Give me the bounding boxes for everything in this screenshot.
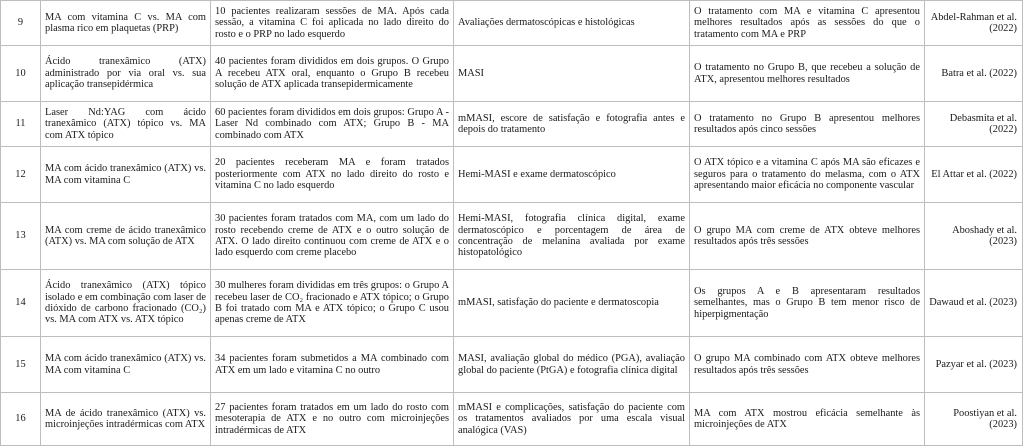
study-design-cell: 20 pacientes receberam MA e foram tratados posteriormente com ATX no lado direito do rosto e vitamina C no lado esquerdo — [211, 147, 454, 203]
study-design-cell: 34 pacientes foram submetidos a MA combinado com ATX em um lado e vitamina C no outro — [211, 337, 454, 393]
study-design-cell: 27 pacientes foram tratados em um lado do rosto com mesoterapia de ATX e no outro com microinjeções intradérmicas de ATX — [211, 393, 454, 446]
comparison-cell: MA com vitamina C vs. MA com plasma rico em plaquetas (PRP) — [41, 1, 211, 46]
reference-cell: Dawaud et al. (2023) — [925, 270, 1023, 337]
evaluation-method-cell: mMASI, escore de satisfação e fotografia antes e depois do tratamento — [454, 102, 690, 147]
table-row — [1, 270, 1023, 337]
row-number: 11 — [1, 102, 41, 147]
result-cell: O grupo MA combinado com ATX obteve melhores resultados após três sessões — [690, 337, 925, 393]
result-cell: O ATX tópico e a vitamina C após MA são eficazes e seguros para o tratamento do melasma, com o ATX apresentando maior eficácia no componente vascular — [690, 147, 925, 203]
row-number: 9 — [1, 1, 41, 46]
table-row — [1, 337, 1023, 393]
comparison-cell: Ácido tranexâmico (ATX) administrado por via oral vs. sua aplicação transepidérmica — [41, 46, 211, 102]
row-number: 14 — [1, 270, 41, 337]
table-row — [1, 1, 1023, 46]
result-cell: Os grupos A e B apresentaram resultados semelhantes, mas o Grupo B tem menor risco de hiperpigmentação — [690, 270, 925, 337]
study-design-cell: 40 pacientes foram divididos em dois grupos. O Grupo A recebeu ATX oral, enquanto o Grupo B recebeu solução de ATX aplicada transepidermicamente — [211, 46, 454, 102]
evaluation-method-cell: mMASI, satisfação do paciente e dermatoscopia — [454, 270, 690, 337]
studies-table-body — [1, 1, 1023, 446]
reference-cell: Poostiyan et al. (2023) — [925, 393, 1023, 446]
row-number: 16 — [1, 393, 41, 446]
reference-cell: El Attar et al. (2022) — [925, 147, 1023, 203]
result-cell: O grupo MA com creme de ATX obteve melhores resultados após três sessões — [690, 203, 925, 270]
evaluation-method-cell: mMASI e complicações, satisfação do paciente com os tratamentos avaliados por uma escala visual analógica (VAS) — [454, 393, 690, 446]
row-number: 15 — [1, 337, 41, 393]
row-number: 12 — [1, 147, 41, 203]
evaluation-method-cell: MASI, avaliação global do médico (PGA), avaliação global do paciente (PtGA) e fotografia clínica digital — [454, 337, 690, 393]
comparison-cell: MA com ácido tranexâmico (ATX) vs. MA com vitamina C — [41, 337, 211, 393]
table-row — [1, 102, 1023, 147]
study-design-cell: 60 pacientes foram divididos em dois grupos: Grupo A - Laser Nd combinado com ATX; Grupo B - MA combinado com ATX — [211, 102, 454, 147]
comparison-cell: Ácido tranexâmico (ATX) tópico isolado e em combinação com laser de dióxido de carbono fracionado (CO₂) vs. MA com ATX vs. ATX tópico — [41, 270, 211, 337]
evaluation-method-cell: Hemi-MASI, fotografia clínica digital, exame dermatoscópico e porcentagem de área de concentração de melanina avaliada por exame histopatológico — [454, 203, 690, 270]
reference-cell: Abdel-Rahman et al. (2022) — [925, 1, 1023, 46]
evaluation-method-cell: MASI — [454, 46, 690, 102]
row-number: 10 — [1, 46, 41, 102]
comparison-cell: Laser Nd:YAG com ácido tranexâmico (ATX) tópico vs. MA com ATX tópico — [41, 102, 211, 147]
study-design-cell: 10 pacientes realizaram sessões de MA. Após cada sessão, a vitamina C foi aplicada no lado direito do rosto e o PRP no lado esquerdo — [211, 1, 454, 46]
row-number: 13 — [1, 203, 41, 270]
evaluation-method-cell: Avaliações dermatoscópicas e histológicas — [454, 1, 690, 46]
result-cell: O tratamento com MA e vitamina C apresentou melhores resultados após as sessões do que o tratamento com MA e PRP — [690, 1, 925, 46]
study-design-cell: 30 pacientes foram tratados com MA, com um lado do rosto recebendo creme de ATX e o outro solução de ATX. O lado direito continuou com creme de ATX e o lado esquerdo com creme placebo — [211, 203, 454, 270]
table-row — [1, 46, 1023, 102]
reference-cell: Debasmita et al. (2022) — [925, 102, 1023, 147]
comparison-cell: MA de ácido tranexâmico (ATX) vs. microinjeções intradérmicas com ATX — [41, 393, 211, 446]
comparison-cell: MA com ácido tranexâmico (ATX) vs. MA com vitamina C — [41, 147, 211, 203]
reference-cell: Aboshady et al. (2023) — [925, 203, 1023, 270]
result-cell: MA com ATX mostrou eficácia semelhante às microinjeções de ATX — [690, 393, 925, 446]
table-row — [1, 147, 1023, 203]
evaluation-method-cell: Hemi-MASI e exame dermatoscópico — [454, 147, 690, 203]
table-row — [1, 203, 1023, 270]
comparison-cell: MA com creme de ácido tranexâmico (ATX) vs. MA com solução de ATX — [41, 203, 211, 270]
result-cell: O tratamento no Grupo B apresentou melhores resultados após cinco sessões — [690, 102, 925, 147]
study-design-cell: 30 mulheres foram divididas em três grupos: o Grupo A recebeu laser de CO₂ fracionado e ATX tópico; o Grupo B foi tratado com MA e ATX tópico; o Grupo C usou apenas creme de ATX — [211, 270, 454, 337]
result-cell: O tratamento no Grupo B, que recebeu a solução de ATX, apresentou melhores resultados — [690, 46, 925, 102]
reference-cell: Batra et al. (2022) — [925, 46, 1023, 102]
table-row — [1, 393, 1023, 446]
reference-cell: Pazyar et al. (2023) — [925, 337, 1023, 393]
